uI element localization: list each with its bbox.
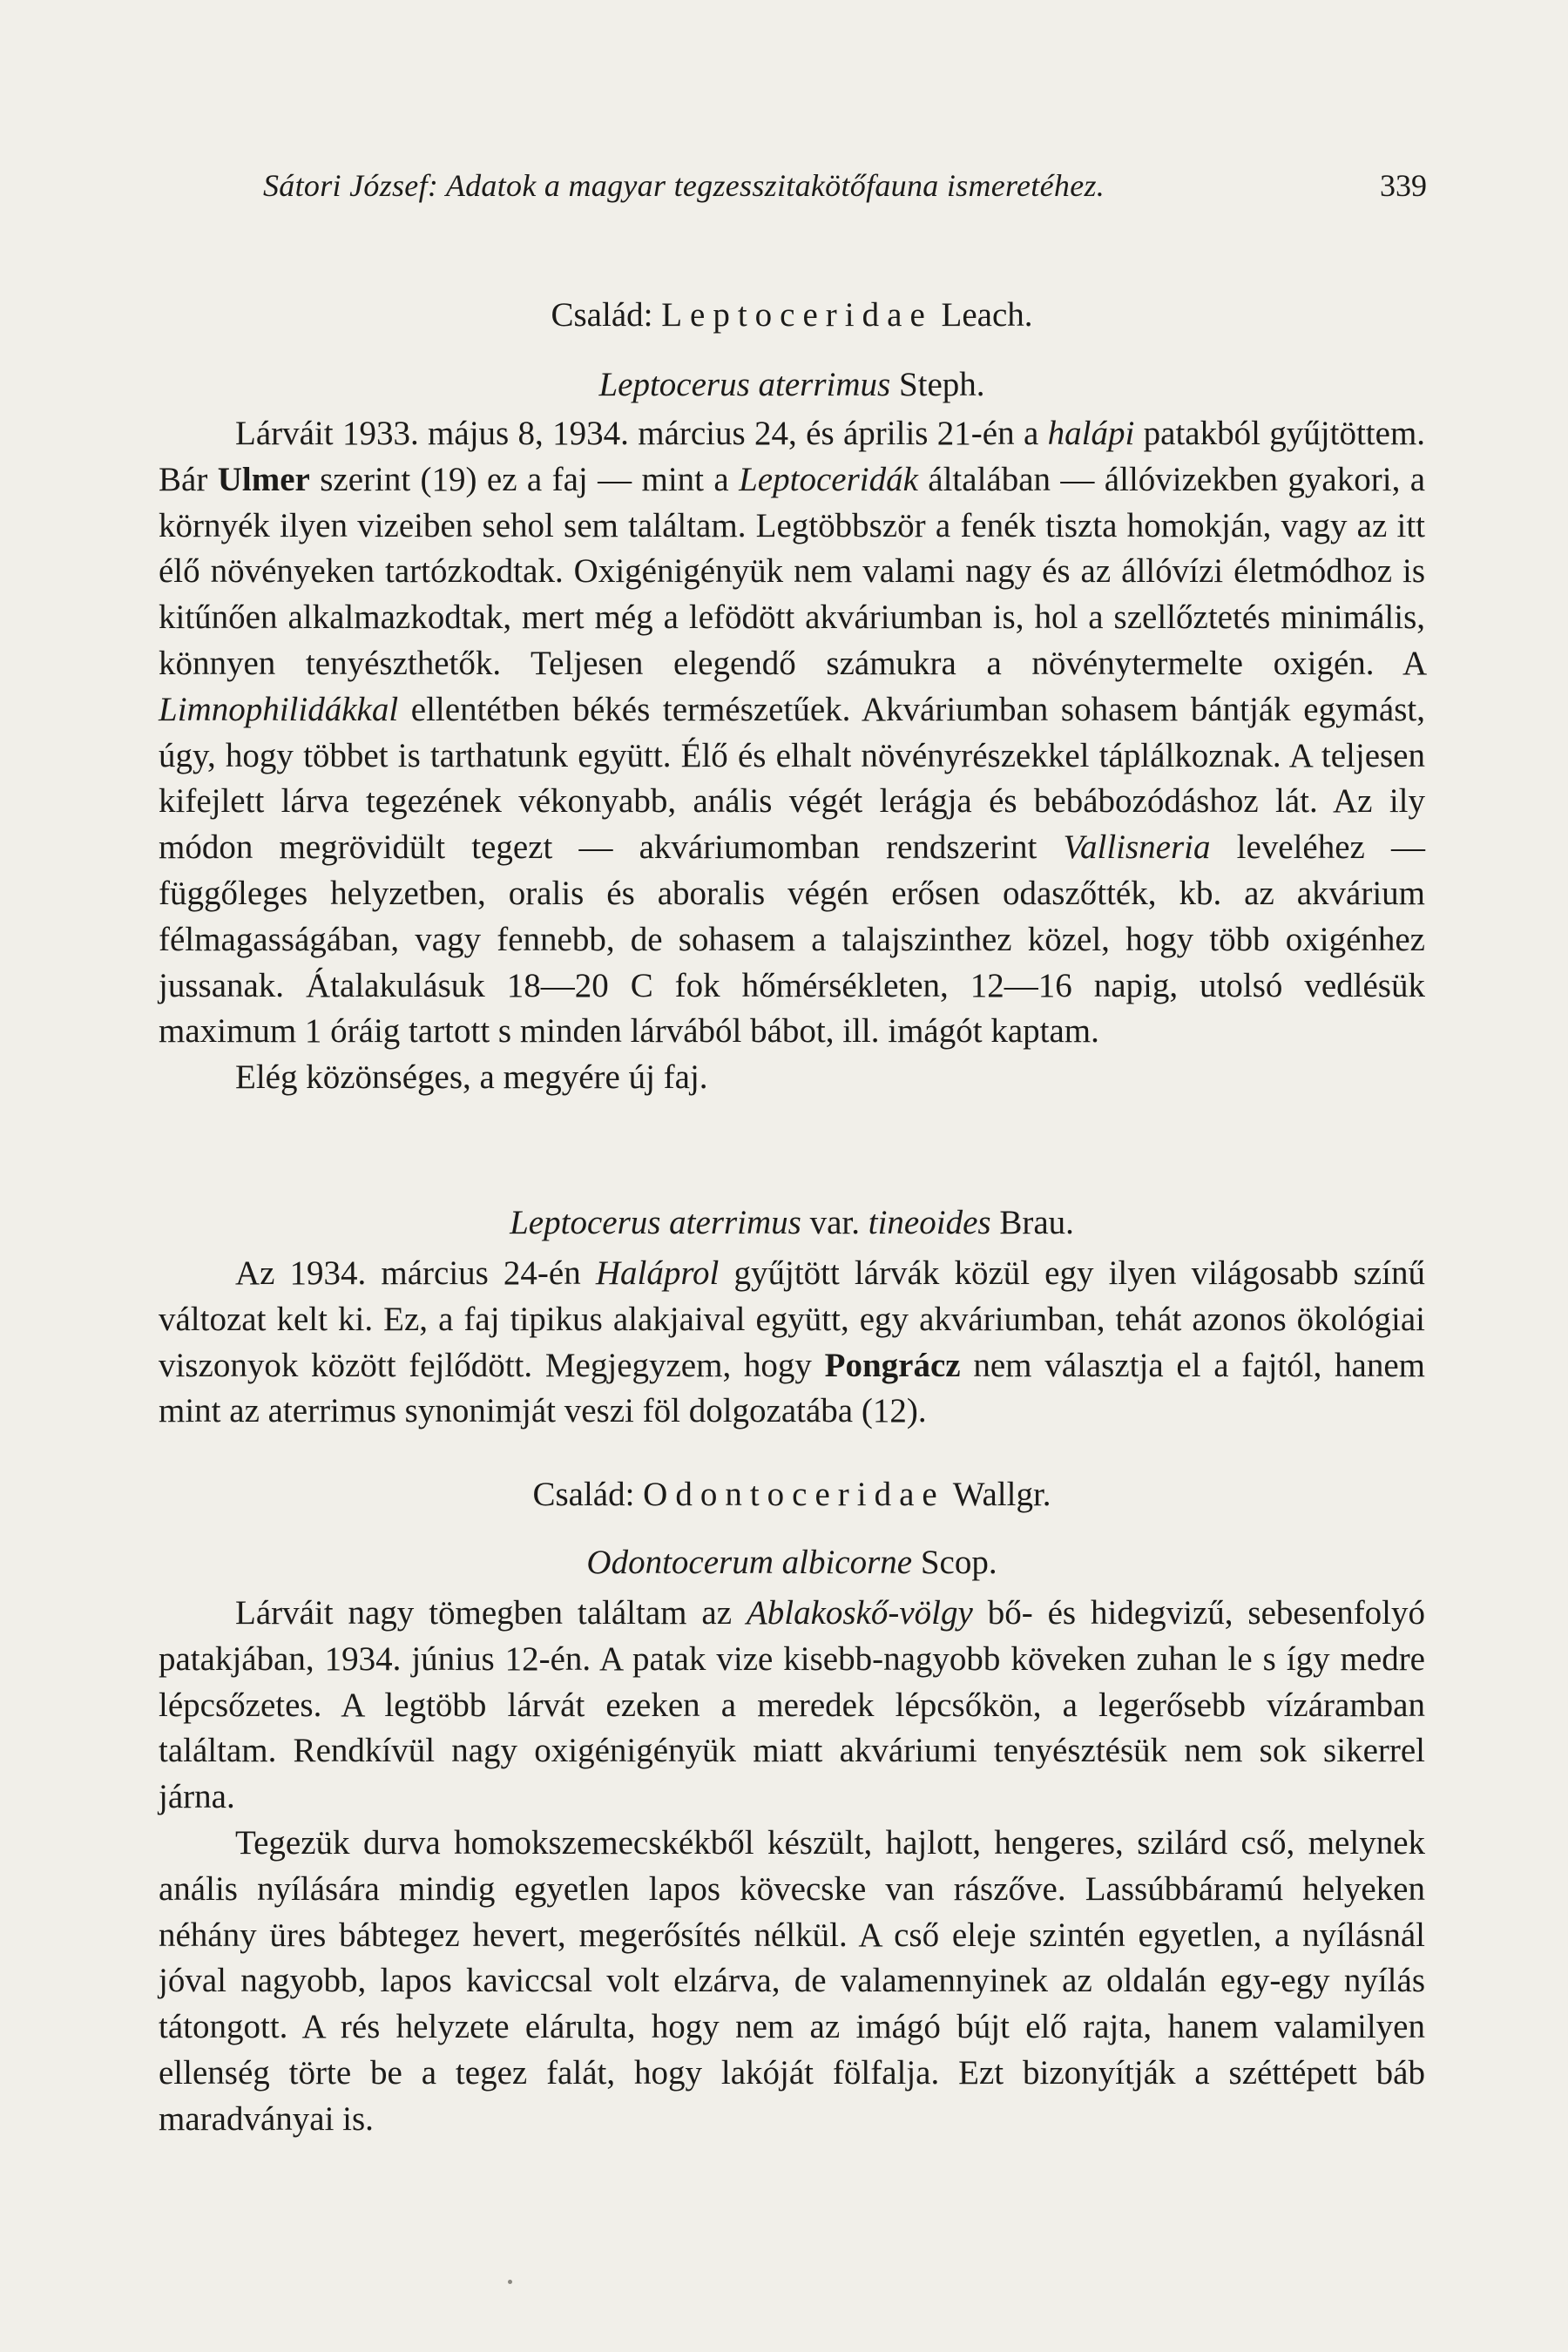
species-author: Scop. xyxy=(920,1544,997,1581)
text-run-italic: Leptoceridák xyxy=(739,460,918,498)
text-run: gyűjtött lárvák közül egy ilyen világosabb színű változat kelt ki. Ez, a faj tipikus alakjaival együtt, egy akváriumban, tehát azonos ökológiai viszonyok között fejlődött. Megjegyzem, hogy xyxy=(159,1254,1426,1384)
text-run: bő- és hidegvizű, sebesenfolyó patakjában, 1934. június 12-én. A patak vize kisebb-nagyobb köveken zuhan le s így medre lépcsőzetes. A legtöbb lárvát ezeken a meredek lépcsőkön, a legerősebb vízáramban találtam. Rendkívül nagy oxigénigényük miatt akváriumi tenyésztésük nem sok sikerrel járna. xyxy=(159,1594,1426,1816)
family-author: Leach. xyxy=(941,296,1033,334)
variety-name: tineoides xyxy=(868,1204,991,1241)
body-tineoides xyxy=(159,1251,1425,1435)
paragraph xyxy=(159,1251,1425,1435)
family-heading-leptoceridae xyxy=(159,293,1425,339)
text-run-italic: Limnophilidákkal xyxy=(159,690,399,728)
body-odontocerum xyxy=(159,1591,1425,2143)
body-leptocerus-aterrimus xyxy=(159,411,1425,1101)
text-run: leveléhez — függőleges helyzetben, oralis és aboralis végén erősen odaszőtték, kb. az akvárium félmagasságában, vagy fennebb, de sohasem a talajszinthez közel, hogy több oxigénhez jussanak. Átalakulásuk 18—20 C fok hőmérsékleten, 12—16 napig, utolsó vedlésük maximum 1 óráig tartott s minden lárvából bábot, ill. imágót kaptam. xyxy=(159,828,1425,1051)
species-author: Brau. xyxy=(999,1204,1074,1241)
paragraph xyxy=(159,411,1425,1055)
paragraph: Tegezük durva homokszemecskékből készült, hajlott, hengeres, szilárd cső, melynek anális nyílására mindig egyetlen lapos kövecske van rászőve. Lassúbbáramú helyeken néhány üres bábtegez hevert, megerősítés nélkül. A cső eleje szintén egyetlen, a nyílásnál jóval nagyobb, lapos kaviccsal volt elzárva, de valamennyinek az oldalán egy-egy nyílás tátongott. A rés helyzete elárulta, hogy nem az imágó bújt elő rajta, hanem valamilyen ellenség törte be a tegez falát, hogy lakóját fölfalja. Ezt bizonyítják a széttépett báb maradványai is. xyxy=(159,1823,1425,2138)
text-run-italic: Vallisneria xyxy=(1063,828,1211,867)
species-name: Leptocerus aterrimus xyxy=(598,366,891,403)
text-run-italic: Ablakoskő-völgy xyxy=(746,1594,973,1632)
ink-speck xyxy=(508,2280,512,2284)
species-author: Steph. xyxy=(898,366,985,403)
species-heading-tineoides xyxy=(159,1200,1425,1247)
var-label: var. xyxy=(809,1204,861,1241)
family-label: Család: xyxy=(532,1476,635,1513)
text-run-italic: Haláprol xyxy=(595,1254,720,1292)
family-name: Odontoceridae xyxy=(643,1476,945,1513)
text-run: ellentétben békés természetűek. Akváriumban sohasem bántják egymást, úgy, hogy többet is tarthatunk együtt. Élő és elhalt növényrészekkel táplálkoznak. A teljesen kifejlett lárva tegezének vékonyabb, anális végét lerágja és bebábozódáshoz lát. Az ily módon megrövidült tegezt — akváriumomban rendszerint xyxy=(159,690,1425,867)
running-title: Sátori József: Adatok a magyar tegzesszitakötőfauna ismeretéhez. xyxy=(263,168,1105,203)
author-name-bold: Ulmer xyxy=(217,460,310,498)
text-run: Lárváit 1933. május 8, 1934. március 24, és április 21-én a xyxy=(235,415,1039,452)
family-label: Család: xyxy=(551,296,653,334)
species-name: Leptocerus aterrimus xyxy=(510,1204,801,1241)
text-run: Lárváit nagy tömegben találtam az xyxy=(235,1594,732,1632)
text-run: nem választja el a fajtól, hanem mint az aterrimus synonimját veszi föl dolgozatába (12). xyxy=(159,1346,1426,1430)
family-author: Wallgr. xyxy=(952,1476,1051,1513)
text-run: szerint (19) ez a faj — mint a xyxy=(320,460,729,498)
paragraph xyxy=(159,1591,1425,1821)
text-run: Az 1934. március 24-én xyxy=(235,1254,581,1292)
family-name: Leptoceridae xyxy=(661,296,933,334)
text-run: patakból gyűjtöttem. Bár xyxy=(159,415,1426,498)
species-heading-leptocerus-aterrimus xyxy=(159,362,1425,409)
page-number: 339 xyxy=(1380,168,1427,203)
species-heading-odontocerum xyxy=(159,1540,1425,1586)
species-name: Odontocerum albicorne xyxy=(586,1544,913,1581)
running-head xyxy=(263,167,1425,204)
paragraph: Elég közönséges, a megyére új faj. xyxy=(235,1058,708,1097)
text-run-italic: halápi xyxy=(1047,415,1135,452)
family-heading-odontoceridae xyxy=(159,1472,1425,1518)
text-run: általában — állóvizekben gyakori, a környék ilyen vizeiben sehol sem találtam. Legtöbbször a fenék tiszta homokján, vagy az itt élő növényeken tartózkodtak. Oxigénigényük nem valami nagy és az állóvízi életmódhoz is kitűnően alkalmazkodtak, mert még a lefödött akváriumban is, hol a szellőztetés minimális, könnyen tenyészthetők. Teljesen elegendő számukra a növénytermelte oxigén. A xyxy=(159,460,1426,682)
author-name-bold: Pongrácz xyxy=(824,1346,961,1384)
